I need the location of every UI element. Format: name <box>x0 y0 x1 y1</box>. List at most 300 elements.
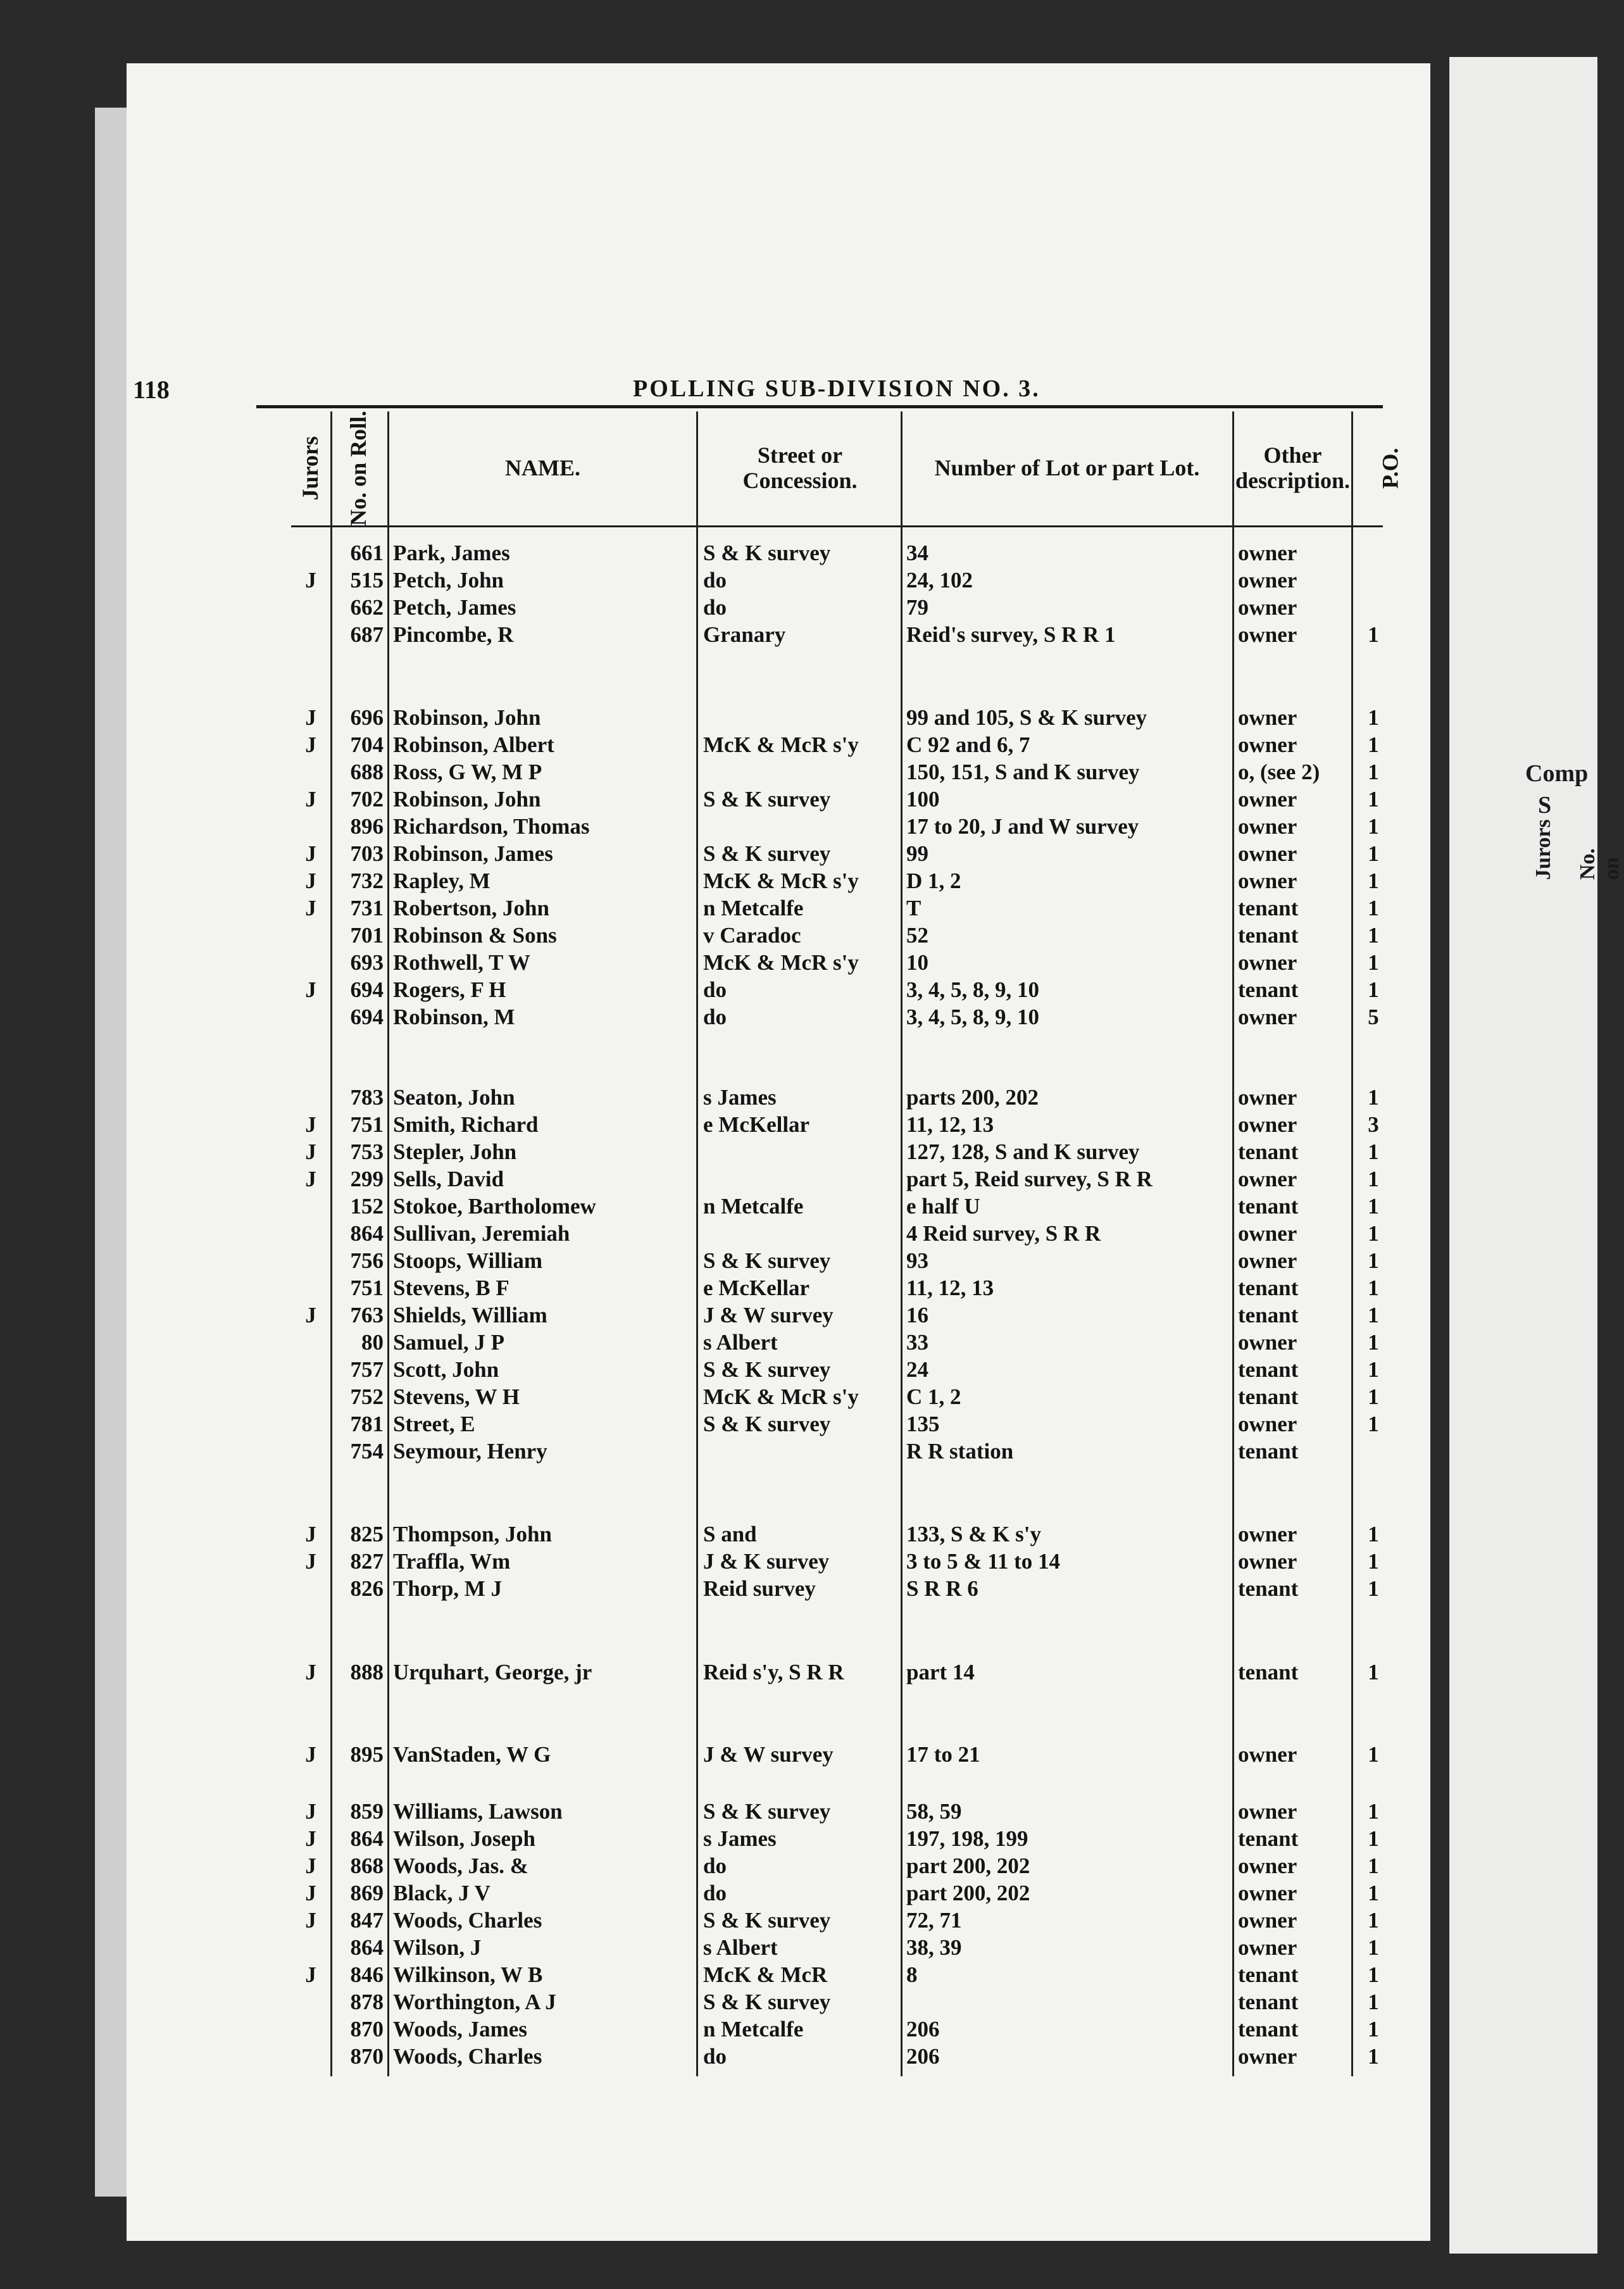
cell-desc: tenant <box>1238 1194 1299 1219</box>
cell-juror: J <box>305 1660 316 1684</box>
cell-roll: 731 <box>350 896 384 920</box>
cell-street <box>699 1165 901 1193</box>
cell-name: Woods, Jas. & <box>393 1853 528 1878</box>
cell-name: Stepler, John <box>393 1139 517 1164</box>
table-row <box>291 1438 1383 1465</box>
cell-po: 1 <box>1368 1412 1379 1436</box>
cell-roll: 783 <box>350 1085 384 1110</box>
cell-lot: 93 <box>906 1248 928 1273</box>
cell-roll: 694 <box>350 1005 384 1029</box>
cell-desc: owner <box>1238 1085 1297 1110</box>
cell-street: S & K survey <box>703 1990 831 2014</box>
cell-roll: 846 <box>350 1962 384 1987</box>
table-row <box>291 1301 1383 1329</box>
cell-juror: J <box>305 787 316 812</box>
cell-name: Park, James <box>393 541 510 565</box>
cell-desc: owner <box>1238 732 1297 757</box>
cell-name: Urquhart, George, jr <box>393 1660 592 1684</box>
facing-page-jurors: Jurors <box>1532 819 1555 880</box>
table-row <box>291 949 1383 976</box>
cell-juror: J <box>305 1303 316 1327</box>
cell-name: Woods, Charles <box>393 1908 542 1933</box>
cell-po: 1 <box>1368 1221 1379 1246</box>
cell-lot: 38, 39 <box>906 1935 962 1960</box>
cell-po: 1 <box>1368 1853 1379 1878</box>
cell-lot: 72, 71 <box>906 1908 962 1933</box>
cell-desc: tenant <box>1238 1660 1299 1684</box>
cell-roll: 152 <box>350 1194 384 1219</box>
cell-name: Wilkinson, W B <box>393 1962 543 1987</box>
cell-lot: 24 <box>906 1357 928 1382</box>
cell-lot: 206 <box>906 2017 940 2041</box>
page-number: 118 <box>133 375 170 404</box>
cell-po: 1 <box>1368 923 1379 948</box>
cell-lot: 150, 151, S and K survey <box>906 760 1140 784</box>
cell-desc: tenant <box>1238 1576 1299 1601</box>
cell-desc: tenant <box>1238 1384 1299 1409</box>
cell-lot: 135 <box>906 1412 940 1436</box>
table-row <box>291 1356 1383 1383</box>
cell-lot: 3 to 5 & 11 to 14 <box>906 1549 1061 1574</box>
cell-roll: 687 <box>350 622 384 647</box>
cell-roll: 859 <box>350 1799 384 1824</box>
cell-desc: owner <box>1238 1221 1297 1246</box>
cell-name: Seaton, John <box>393 1085 515 1110</box>
cell-street: s Albert <box>703 1330 778 1355</box>
cell-juror <box>291 1003 330 1031</box>
cell-roll: 688 <box>350 760 384 784</box>
cell-po: 1 <box>1368 1194 1379 1219</box>
cell-po: 1 <box>1368 705 1379 730</box>
cell-lot: 34 <box>906 541 928 565</box>
cell-desc: tenant <box>1238 2017 1299 2041</box>
cell-roll: 847 <box>350 1908 384 1933</box>
cell-lot: 3, 4, 5, 8, 9, 10 <box>906 1005 1039 1029</box>
cell-name: Williams, Lawson <box>393 1799 563 1824</box>
cell-street: do <box>703 1853 727 1878</box>
cell-roll: 702 <box>350 787 384 812</box>
cell-po: 1 <box>1368 1276 1379 1300</box>
cell-juror <box>291 1193 330 1220</box>
cell-roll: 864 <box>350 1826 384 1851</box>
cell-roll: 756 <box>350 1248 384 1273</box>
cell-street: S & K survey <box>703 841 831 866</box>
cell-desc: owner <box>1238 1167 1297 1191</box>
table-row <box>291 1003 1383 1031</box>
cell-desc: tenant <box>1238 1357 1299 1382</box>
cell-street: s James <box>703 1085 777 1110</box>
cell-name: Stoops, William <box>393 1248 542 1273</box>
cell-name: VanStaden, W G <box>393 1742 551 1767</box>
cell-roll: 703 <box>350 841 384 866</box>
cell-po: 1 <box>1368 1881 1379 1905</box>
cell-street: J & W survey <box>703 1303 834 1327</box>
cell-name: Worthington, A J <box>393 1990 556 2014</box>
cell-po <box>1354 1438 1392 1465</box>
cell-juror: J <box>305 732 316 757</box>
cell-lot: 99 <box>906 841 928 866</box>
cell-street <box>699 704 901 731</box>
cell-roll: 896 <box>350 814 384 839</box>
cell-roll: 515 <box>350 568 384 593</box>
table-row <box>291 1988 1383 2016</box>
cell-lot: 127, 128, S and K survey <box>906 1139 1140 1164</box>
cell-desc: owner <box>1238 1935 1297 1960</box>
cell-street: S & K survey <box>703 1908 831 1933</box>
cell-po: 1 <box>1368 760 1379 784</box>
cell-street: v Caradoc <box>703 923 801 948</box>
cell-juror <box>291 813 330 840</box>
cell-desc: owner <box>1238 1522 1297 1546</box>
cell-name: Woods, Charles <box>393 2044 542 2069</box>
cell-juror: J <box>305 1549 316 1574</box>
header-name: NAME. <box>505 455 580 481</box>
table-row <box>291 976 1383 1003</box>
cell-desc: owner <box>1238 814 1297 839</box>
cell-street: S & K survey <box>703 1248 831 1273</box>
table-row <box>291 1852 1383 1879</box>
cell-po: 1 <box>1368 1908 1379 1933</box>
cell-po: 1 <box>1368 1826 1379 1851</box>
cell-juror <box>291 1247 330 1274</box>
cell-name: Rogers, F H <box>393 977 506 1002</box>
cell-lot: 17 to 20, J and W survey <box>906 814 1139 839</box>
cell-street: do <box>703 1005 727 1029</box>
cell-po: 1 <box>1368 1742 1379 1767</box>
cell-lot: part 200, 202 <box>906 1881 1030 1905</box>
cell-po: 1 <box>1368 622 1379 647</box>
cell-name: Robertson, John <box>393 896 549 920</box>
cell-po: 1 <box>1368 1549 1379 1574</box>
cell-lot: part 14 <box>906 1660 975 1684</box>
cell-juror: J <box>305 705 316 730</box>
cell-po: 1 <box>1368 1990 1379 2014</box>
cell-lot: 24, 102 <box>906 568 973 593</box>
cell-street: n Metcalfe <box>703 2017 804 2041</box>
cell-lot: 4 Reid survey, S R R <box>906 1221 1101 1246</box>
cell-lot: e half U <box>906 1194 980 1219</box>
cell-lot: C 1, 2 <box>906 1384 961 1409</box>
cell-street: n Metcalfe <box>703 1194 804 1219</box>
cell-lot: 100 <box>906 787 940 812</box>
table-row <box>291 1659 1383 1686</box>
cell-street: s James <box>703 1826 777 1851</box>
cell-name: Rapley, M <box>393 869 490 893</box>
cell-juror: J <box>305 896 316 920</box>
cell-desc: owner <box>1238 841 1297 866</box>
facing-page-comp: Comp <box>1525 760 1589 787</box>
cell-name: Richardson, Thomas <box>393 814 590 839</box>
cell-name: Smith, Richard <box>393 1112 539 1137</box>
cell-juror <box>291 2016 330 2043</box>
table-row <box>291 594 1383 621</box>
cell-desc: tenant <box>1238 977 1299 1002</box>
table-row <box>291 1138 1383 1165</box>
cell-name: Samuel, J P <box>393 1330 504 1355</box>
table-row <box>291 2043 1383 2070</box>
cell-juror <box>291 1438 330 1465</box>
table-row <box>291 1575 1383 1602</box>
cell-name: Wilson, J <box>393 1935 482 1960</box>
cell-roll: 781 <box>350 1412 384 1436</box>
cell-po: 5 <box>1368 1005 1379 1029</box>
cell-juror <box>291 1274 330 1301</box>
cell-street: e McKellar <box>703 1276 810 1300</box>
facing-page-s: S <box>1538 792 1552 818</box>
cell-juror <box>291 1410 330 1438</box>
cell-po: 1 <box>1368 1935 1379 1960</box>
cell-po: 1 <box>1368 1357 1379 1382</box>
cell-street: do <box>703 1881 727 1905</box>
cell-po: 1 <box>1368 1962 1379 1987</box>
cell-name: Stokoe, Bartholomew <box>393 1194 596 1219</box>
header-roll: No. on Roll. <box>346 410 372 527</box>
cell-roll: 661 <box>350 541 384 565</box>
table-row <box>291 922 1383 949</box>
cell-desc: owner <box>1238 869 1297 893</box>
cell-lot: 99 and 105, S & K survey <box>906 705 1147 730</box>
cell-po <box>1354 539 1392 567</box>
table-row <box>291 840 1383 867</box>
cell-po <box>1354 567 1392 594</box>
cell-po: 1 <box>1368 1576 1379 1601</box>
cell-juror: J <box>305 1853 316 1878</box>
table-row <box>291 1741 1383 1768</box>
table-row <box>291 1798 1383 1825</box>
cell-name: Thompson, John <box>393 1522 552 1546</box>
table-row <box>291 1165 1383 1193</box>
table-row <box>291 1521 1383 1548</box>
header-po: P.O. <box>1377 448 1403 489</box>
cell-roll: 869 <box>350 1881 384 1905</box>
cell-street: do <box>703 2044 727 2069</box>
cell-name: Woods, James <box>393 2017 527 2041</box>
cell-name: Stevens, B F <box>393 1276 509 1300</box>
table-row <box>291 1825 1383 1852</box>
cell-roll: 870 <box>350 2044 384 2069</box>
cell-lot: C 92 and 6, 7 <box>906 732 1030 757</box>
facing-page-fragment <box>1449 57 1623 2254</box>
table-row <box>291 1274 1383 1301</box>
cell-roll: 895 <box>350 1742 384 1767</box>
cell-lot: 10 <box>906 950 928 975</box>
cell-name: Sells, David <box>393 1167 504 1191</box>
cell-desc: owner <box>1238 950 1297 975</box>
cell-street: Reid s'y, S R R <box>703 1660 844 1684</box>
cell-desc: owner <box>1238 595 1297 620</box>
cell-street: do <box>703 568 727 593</box>
cell-roll: 878 <box>350 1990 384 2014</box>
cell-roll: 825 <box>350 1522 384 1546</box>
cell-roll: 864 <box>350 1221 384 1246</box>
cell-roll: 696 <box>350 705 384 730</box>
cell-street: n Metcalfe <box>703 896 804 920</box>
cell-juror: J <box>305 1112 316 1137</box>
facing-page-no-on: No. on <box>1576 848 1623 880</box>
cell-juror: J <box>305 869 316 893</box>
table-row <box>291 1548 1383 1575</box>
table-row <box>291 813 1383 840</box>
cell-street: McK & McR s'y <box>703 732 859 757</box>
cell-desc: owner <box>1238 1908 1297 1933</box>
cell-po: 1 <box>1368 950 1379 975</box>
cell-street: s Albert <box>703 1935 778 1960</box>
cell-juror: J <box>305 841 316 866</box>
cell-street: S & K survey <box>703 1357 831 1382</box>
cell-street <box>699 1220 901 1247</box>
cell-juror <box>291 758 330 786</box>
cell-street: e McKellar <box>703 1112 810 1137</box>
cell-po: 1 <box>1368 1085 1379 1110</box>
cell-name: Petch, James <box>393 595 516 620</box>
cell-desc: owner <box>1238 541 1297 565</box>
cell-juror <box>291 922 330 949</box>
table-row <box>291 731 1383 758</box>
cell-street: McK & McR s'y <box>703 869 859 893</box>
cell-desc: tenant <box>1238 896 1299 920</box>
cell-lot: S R R 6 <box>906 1576 978 1601</box>
table-row <box>291 2016 1383 2043</box>
cell-street <box>699 1138 901 1165</box>
cell-desc: owner <box>1238 1799 1297 1824</box>
cell-desc: owner <box>1238 1742 1297 1767</box>
cell-name: Stevens, W H <box>393 1384 520 1409</box>
cell-roll: 868 <box>350 1853 384 1878</box>
cell-roll: 693 <box>350 950 384 975</box>
cell-roll: 662 <box>350 595 384 620</box>
cell-juror <box>291 1356 330 1383</box>
cell-lot: part 200, 202 <box>906 1853 1030 1878</box>
cell-po: 1 <box>1368 1303 1379 1327</box>
cell-street: Granary <box>703 622 786 647</box>
cell-desc: tenant <box>1238 923 1299 948</box>
cell-juror: J <box>305 1522 316 1546</box>
cell-lot <box>903 1988 1232 2016</box>
cell-juror <box>291 621 330 648</box>
cell-juror: J <box>305 1826 316 1851</box>
cell-street: S & K survey <box>703 1412 831 1436</box>
cell-po: 1 <box>1368 1167 1379 1191</box>
cell-lot: D 1, 2 <box>906 869 961 893</box>
cell-desc: owner <box>1238 1112 1297 1137</box>
cell-lot: 11, 12, 13 <box>906 1112 994 1137</box>
cell-roll: 888 <box>350 1660 384 1684</box>
cell-roll: 704 <box>350 732 384 757</box>
cell-lot: 17 to 21 <box>906 1742 980 1767</box>
cell-po: 3 <box>1368 1112 1379 1137</box>
cell-street: S & K survey <box>703 541 831 565</box>
cell-juror <box>291 1934 330 1961</box>
cell-roll: 732 <box>350 869 384 893</box>
cell-name: Robinson, John <box>393 787 541 812</box>
cell-desc: owner <box>1238 1330 1297 1355</box>
table-row <box>291 539 1383 567</box>
table-row <box>291 704 1383 731</box>
cell-juror <box>291 1575 330 1602</box>
cell-po: 1 <box>1368 1799 1379 1824</box>
cell-juror <box>291 539 330 567</box>
cell-street <box>699 1438 901 1465</box>
table-row <box>291 621 1383 648</box>
cell-street: J & W survey <box>703 1742 834 1767</box>
cell-po: 1 <box>1368 732 1379 757</box>
cell-roll: 753 <box>350 1139 384 1164</box>
cell-name: Robinson, James <box>393 841 553 866</box>
cell-juror <box>291 1084 330 1111</box>
cell-roll: 757 <box>350 1357 384 1382</box>
header-street: Street or Concession. <box>742 442 858 493</box>
cell-lot: 206 <box>906 2044 940 2069</box>
cell-desc: tenant <box>1238 1139 1299 1164</box>
cell-roll: 752 <box>350 1384 384 1409</box>
cell-juror: J <box>305 1799 316 1824</box>
cell-name: Robinson, John <box>393 705 541 730</box>
head-rule <box>256 405 1383 408</box>
cell-desc: owner <box>1238 1853 1297 1878</box>
cell-po: 1 <box>1368 814 1379 839</box>
cell-po: 1 <box>1368 2017 1379 2041</box>
cell-name: Ross, G W, M P <box>393 760 542 784</box>
table-row <box>291 786 1383 813</box>
cell-name: Wilson, Joseph <box>393 1826 535 1851</box>
cell-lot: 11, 12, 13 <box>906 1276 994 1300</box>
cell-roll: 754 <box>350 1439 384 1464</box>
cell-name: Shields, William <box>393 1303 547 1327</box>
cell-desc: owner <box>1238 1248 1297 1273</box>
header-lot: Number of Lot or part Lot. <box>934 455 1200 481</box>
cell-juror: J <box>305 1139 316 1164</box>
cell-po: 1 <box>1368 896 1379 920</box>
cell-po <box>1354 594 1392 621</box>
cell-lot: 58, 59 <box>906 1799 962 1824</box>
cell-po: 1 <box>1368 787 1379 812</box>
header-jurors: Jurors <box>297 436 323 501</box>
cell-desc: owner <box>1238 2044 1297 2069</box>
cell-street: McK & McR <box>703 1962 828 1987</box>
cell-roll: 80 <box>361 1330 384 1355</box>
cell-po: 1 <box>1368 1330 1379 1355</box>
cell-juror <box>291 1988 330 2016</box>
cell-po: 1 <box>1368 869 1379 893</box>
table-row <box>291 1329 1383 1356</box>
cell-street: S & K survey <box>703 1799 831 1824</box>
table-row <box>291 1934 1383 1961</box>
table-row <box>291 1111 1383 1138</box>
cell-juror: J <box>305 1742 316 1767</box>
cell-lot: 197, 198, 199 <box>906 1826 1028 1851</box>
cell-desc: tenant <box>1238 1303 1299 1327</box>
cell-name: Seymour, Henry <box>393 1439 547 1464</box>
cell-juror: J <box>305 977 316 1002</box>
table-row <box>291 1961 1383 1988</box>
table-row <box>291 1410 1383 1438</box>
cell-name: Traffla, Wm <box>393 1549 511 1574</box>
cell-desc: owner <box>1238 1005 1297 1029</box>
cell-lot: part 5, Reid survey, S R R <box>906 1167 1152 1191</box>
cell-street: McK & McR s'y <box>703 950 859 975</box>
table-row <box>291 1879 1383 1907</box>
cell-po: 1 <box>1368 1139 1379 1164</box>
table-row <box>291 1084 1383 1111</box>
cell-desc: tenant <box>1238 1276 1299 1300</box>
cell-juror <box>291 1383 330 1410</box>
cell-name: Robinson, Albert <box>393 732 554 757</box>
cell-lot: 16 <box>906 1303 928 1327</box>
cell-desc: owner <box>1238 705 1297 730</box>
table-row <box>291 1220 1383 1247</box>
cell-street: Reid survey <box>703 1576 816 1601</box>
cell-roll: 694 <box>350 977 384 1002</box>
